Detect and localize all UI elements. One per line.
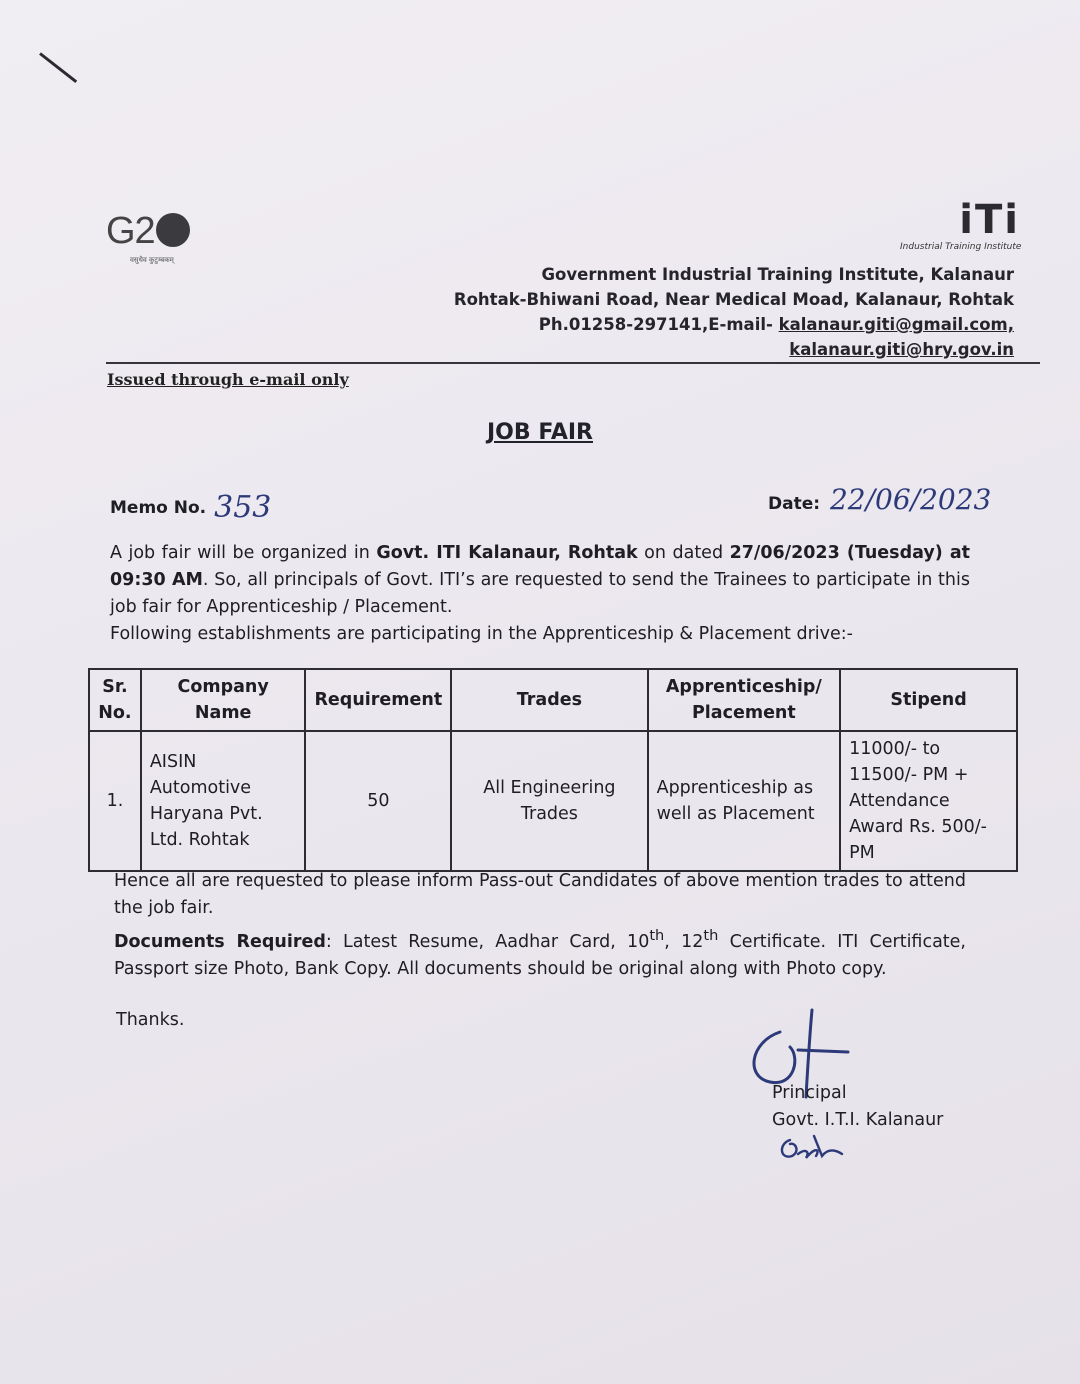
institute-address bbox=[454, 262, 1014, 362]
issued-note: Issued through e-mail only bbox=[107, 370, 349, 389]
establishments-table bbox=[88, 668, 1018, 872]
closing-paragraph bbox=[114, 868, 966, 983]
iti-logo-subtext: Industrial Training Institute bbox=[900, 242, 1022, 252]
institute-street: Rohtak-Bhiwani Road, Near Medical Moad, Kalanaur, Rohtak bbox=[453, 290, 1014, 309]
iti-logo-mark: iTi bbox=[959, 197, 1020, 243]
date-label: Date: bbox=[768, 494, 821, 514]
sup-th-2: th bbox=[703, 927, 719, 944]
thanks: Thanks. bbox=[116, 1010, 185, 1030]
col-apprenticeship-placement: Apprenticeship/ Placement bbox=[648, 669, 841, 731]
col-trades: Trades bbox=[451, 669, 647, 731]
date-value: 22/06/2023 bbox=[829, 483, 992, 516]
phone: Ph.01258-297141,E-mail- bbox=[538, 315, 779, 334]
closing-request: Hence all are requested to please inform Pass-out Candidates of above mention trades to attend the job fair. bbox=[114, 871, 966, 918]
institute-name: Government Industrial Training Institute, Kalanaur bbox=[541, 265, 1014, 284]
initials-signature bbox=[776, 1130, 846, 1164]
intro-text-1: A job fair will be organized in bbox=[110, 543, 377, 563]
cell-stipend: 11000/- to 11500/- PM + Attendance Award Rs. 500/- PM bbox=[840, 731, 1017, 871]
memo-date bbox=[768, 483, 991, 516]
email-secondary: kalanaur.giti@hry.gov.in bbox=[789, 340, 1014, 359]
col-sr-no: Sr. No. bbox=[89, 669, 141, 731]
table-header-row bbox=[89, 669, 1017, 731]
email-primary: kalanaur.giti@gmail.com, bbox=[778, 315, 1014, 334]
documents-required bbox=[114, 922, 966, 983]
intro-paragraph bbox=[110, 540, 970, 648]
signatory-office: Govt. I.T.I. Kalanaur bbox=[772, 1110, 944, 1130]
documents-text-2: , 12 bbox=[664, 931, 704, 952]
sup-th-1: th bbox=[649, 927, 665, 944]
g20-logo bbox=[106, 210, 216, 272]
documents-text-3: Certificate. ITI Certificate, Passport size Photo, Bank Copy. All documents should be original along with Photo copy. bbox=[114, 931, 966, 979]
iti-logo bbox=[900, 197, 1022, 252]
cell-sr: 1. bbox=[89, 731, 141, 871]
g20-logo-text: G2 bbox=[106, 210, 155, 252]
cell-trades: All Engineering Trades bbox=[451, 731, 647, 871]
documents-label: Documents Required bbox=[114, 931, 326, 952]
intro-text-3: . So, all principals of Govt. ITI’s are requested to send the Trainees to participate in this job fair for Apprenticeship / Placement. bbox=[110, 570, 970, 617]
memo-value: 353 bbox=[214, 490, 272, 525]
g20-logo-subtext: वसुधैव कुटुम्बकम् bbox=[130, 256, 174, 264]
col-requirement: Requirement bbox=[305, 669, 451, 731]
intro-venue: Govt. ITI Kalanaur, Rohtak bbox=[376, 543, 638, 563]
intro-text-2: on dated bbox=[637, 543, 730, 563]
globe-icon bbox=[156, 213, 190, 247]
documents-text-1: : Latest Resume, Aadhar Card, 10 bbox=[325, 931, 650, 952]
col-company-name: Company Name bbox=[141, 669, 306, 731]
institute-contact bbox=[454, 312, 1014, 337]
memo-label: Memo No. bbox=[110, 498, 207, 518]
cell-type: Apprenticeship as well as Placement bbox=[648, 731, 841, 871]
signatory-title: Principal bbox=[772, 1083, 847, 1103]
col-stipend: Stipend bbox=[840, 669, 1017, 731]
cell-requirement: 50 bbox=[305, 731, 451, 871]
pen-mark bbox=[39, 52, 77, 83]
intro-datetime: 27/06/2023 (Tuesday) at 09:30 AM bbox=[110, 543, 970, 590]
header-divider bbox=[106, 362, 1040, 364]
cell-company: AISIN Automotive Haryana Pvt. Ltd. Rohtak bbox=[141, 731, 306, 871]
memo-number bbox=[110, 490, 271, 525]
signatory-block bbox=[772, 1080, 943, 1134]
intro-following: Following establishments are participating in the Apprenticeship & Placement drive:- bbox=[110, 624, 853, 644]
page-title: JOB FAIR bbox=[487, 420, 593, 445]
table-row bbox=[89, 731, 1017, 871]
